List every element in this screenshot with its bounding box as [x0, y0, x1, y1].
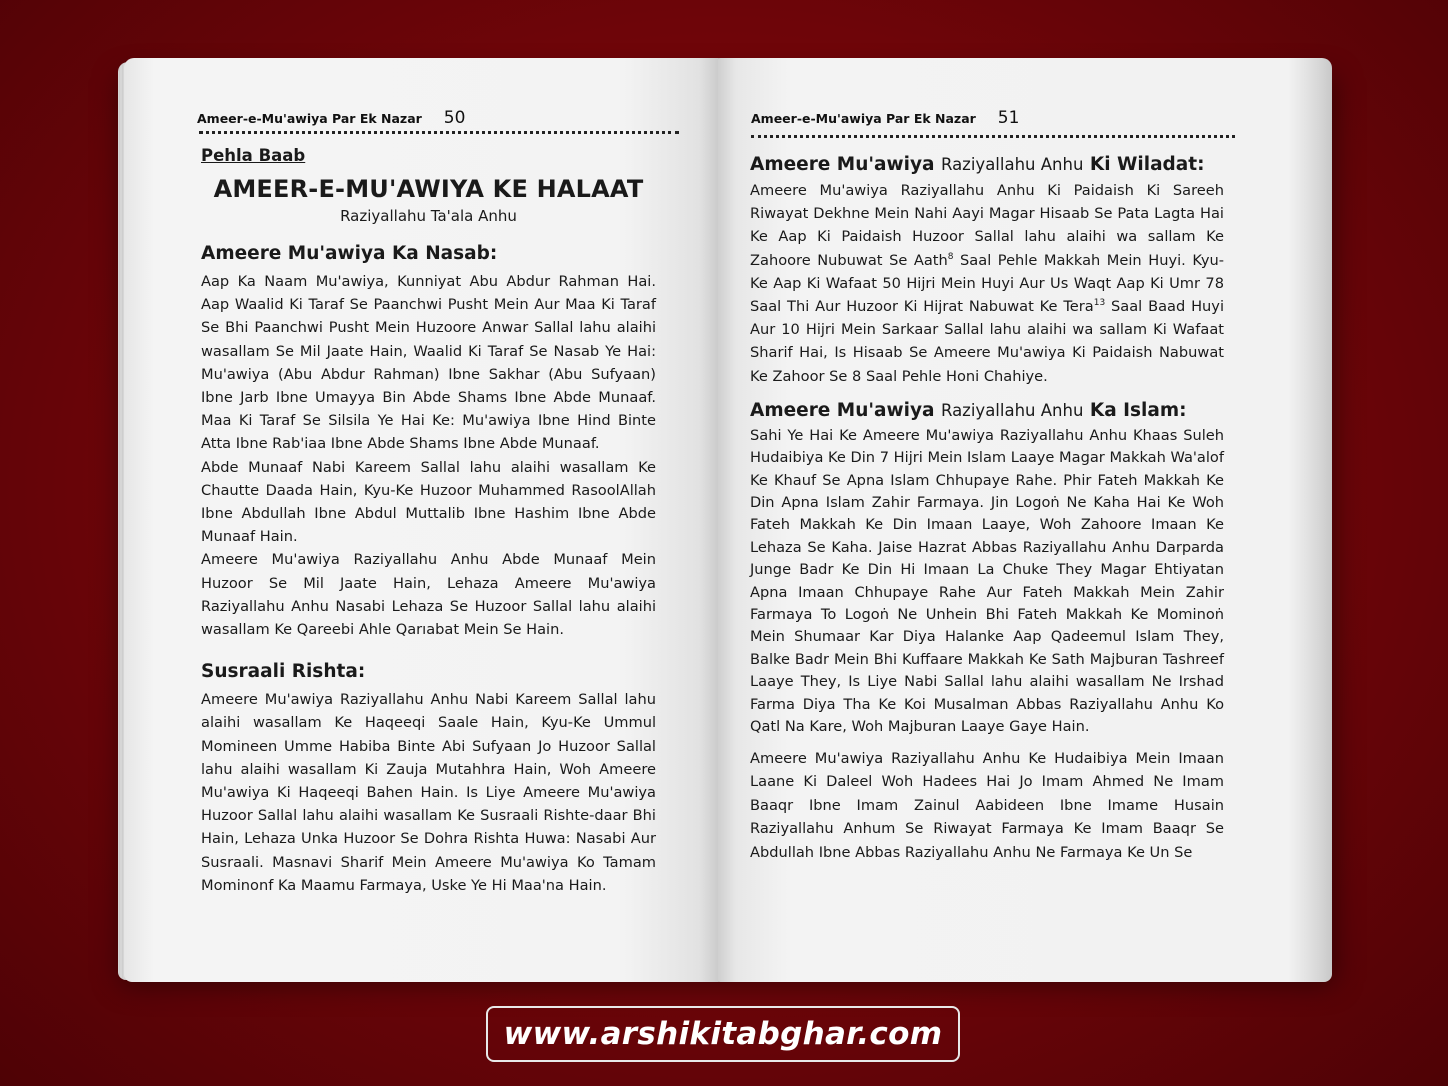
- heading-islam-part-a: Ameere Mu'awiya: [750, 399, 935, 421]
- heading-wiladat-part-c: Ki Wiladat:: [1089, 154, 1205, 175]
- heading-wiladat-part-a: Ameere Mu'awiya: [750, 154, 935, 175]
- right-page-number: 51: [997, 108, 1020, 128]
- left-running-header: [197, 108, 465, 128]
- section-heading-islam: [750, 400, 1224, 421]
- left-running-title: Ameer-e-Mu'awiya Par Ek Nazar: [197, 111, 422, 126]
- footnote-8: 8: [947, 251, 954, 262]
- left-page-number: 50: [443, 108, 466, 128]
- paragraph-islam-1: Sahi Ye Hai Ke Ameere Mu'awiya Raziyallahu Anhu Khaas Suleh Hudaibiya Ke Din 7 Hijri Mein Islam Laaye Magar Makkah Wa'alof Ke Khauf Se Apna Islam Chhupaye Rahe. Phir Fateh Makkah Ke Din Apna Islam Zahir Farmaya. Jin Logoṅ Ne Kaha Hai Ke Woh Fateh Makkah Ke Din Imaan Laaye, Woh Zahoore Imaan Ke Lehaza Se Kaha. Jaise Hazrat Abbas Raziyallahu Anhu Darparda Junge Badr Ke Din Hi Imaan La Chuke They Magar Ehtiyatan Apna Imaan Chhupaye Rahe Aur Fateh Makkah Mein Zahir Farmaya To Logoṅ Ne Unhein Bhi Fateh Makkah Ke Mominoṅ Mein Shumaar Kar Diya Halanke Aap Qadeemul Islam They, Balke Badr Mein Bhi Kuffaare Makkah Ke Sath Majburan Tashreef Laaye They, Is Liye Nabi Sallal lahu alaihi wasallam Ne Irshad Farma Diya Tha Ke Koi Musalman Abbas Raziyallahu Anhu Ko Qatl Na Kare, Woh Majburan Laaye Gaye Hain.: [750, 426, 1224, 736]
- paragraph-susraali: Ameere Mu'awiya Raziyallahu Anhu Nabi Kareem Sallal lahu alaihi wasallam Ke Haqeeqi Saale Hain, Kyu-Ke Ummul Momineen Umme Habiba Binte Abi Sufyaan Jo Huzoor Sallal lahu alaihi wasallam Ki Zauja Mutahhra Hain, Woh Ameere Mu'awiya Ki Haqeeqi Bahen Hain. Is Liye Ameere Mu'awiya Huzoor Sallal lahu alaihi wasallam Ke Susraali Rishte-daar Bhi Hain, Lehaza Unka Huzoor Se Dohra Rishta Huwa: Nasabi Aur Susraali. Masnavi Sharif Mein Ameere Mu'awiya Ko Tamam Mominonf Ka Maamu Farmaya, Uske Ye Hi Maa'na Hain.: [201, 691, 656, 894]
- section-heading-nasab: Ameere Mu'awiya Ka Nasab:: [201, 243, 498, 264]
- chapter-subtitle: Raziyallahu Ta'ala Anhu: [340, 207, 517, 225]
- website-banner[interactable]: [486, 1006, 960, 1062]
- heading-wiladat-part-b: Raziyallahu Anhu: [940, 155, 1084, 174]
- paragraph-wiladat-a: Ameere Mu'awiya Raziyallahu Anhu Ki Paidaish Ki Sareeh Riwayat Dekhne Mein Nahi Aayi Magar Hisaab Se Pata Lagta Hai Ke Aap Ki Paidaish Huzoor Sallal lahu alaihi wa sallam Ke Zahoore Nubuwat Se Aath: [750, 182, 1224, 269]
- footnote-13: 13: [1093, 298, 1106, 309]
- paragraph-nasab-1: Aap Ka Naam Mu'awiya, Kunniyat Abu Abdur Rahman Hai. Aap Waalid Ki Taraf Se Paanchwi Pusht Mein Aur Maa Ki Taraf Se Bhi Paanchwi Pusht Mein Huzoore Anwar Sallal lahu alaihi wasallam Se Mil Jaate Hain, Waalid Ki Taraf Se Nasab Ye Hai: Mu'awiya (Abu Abdur Rahman) Ibne Sakhar (Abu Sufyaan) Ibne Jarb Ibne Umayya Bin Abde Shams Ibne Abde Munaaf. Maa Ki Taraf Se Silsila Ye Hai Ke: Mu'awiya Ibne Hind Binte Atta Ibne Rab'iaa Ibne Abde Shams Ibne Abde Munaaf.: [201, 273, 656, 453]
- website-url[interactable]: www.arshikitabghar.com: [503, 1016, 943, 1052]
- right-running-title: Ameer-e-Mu'awiya Par Ek Nazar: [751, 111, 976, 126]
- left-column: [201, 146, 656, 897]
- paragraph-wiladat-b: Saal Pehle Makkah Mein Huyi. Kyu-Ke Aap Ki Wafaat 50 Hijri Mein Huyi Aur Us Waqt Aap Ki Umr 78 Saal Thi Aur Huzoor Ki Hijrat Nabuwat Ke Tera: [750, 251, 1224, 316]
- chapter-tag: Pehla Baab: [201, 146, 306, 165]
- paragraph-wiladat: [750, 179, 1224, 388]
- paragraph-nasab-3: Ameere Mu'awiya Raziyallahu Anhu Abde Munaaf Mein Huzoor Se Mil Jaate Hain, Lehaza Ameere Mu'awiya Raziyallahu Anhu Nasabi Lehaza Se Huzoor Sallal lahu alaihi wasallam Ke Qareebi Ahle Qarıabat Mein Se Hain.: [201, 551, 656, 639]
- paragraph-wiladat-c: Saal Baad Huyi Aur 10 Hijri Mein Sarkaar Sallal lahu alaihi wa sallam Ki Wafaat Sharif Hai, Is Hisaab Se Ameere Mu'awiya Ki Paidaish Nabuwat Ke Zahoor Se 8 Saal Pehle Honi Chahiye.: [750, 298, 1224, 385]
- paragraph-nasab-2: Abde Munaaf Nabi Kareem Sallal lahu alaihi wasallam Ke Chautte Daada Hain, Kyu-Ke Huzoor Muhammed RasoolAllah Ibne Abdullah Ibne Abdul Muttalib Ibne Hashim Ibne Abde Munaaf Hain.: [201, 458, 656, 546]
- heading-islam-part-c: Ka Islam:: [1089, 399, 1187, 421]
- heading-islam-part-b: Raziyallahu Anhu: [940, 400, 1084, 420]
- paragraph-islam-2: Ameere Mu'awiya Raziyallahu Anhu Ke Hudaibiya Mein Imaan Laane Ki Daleel Woh Hadees Hai Jo Imam Ahmed Ne Imam Baaqr Ibne Imam Zainul Aabideen Ibne Imame Husain Raziyallahu Anhum Se Riwayat Farmaya Ke Imam Baaqr Se Abdullah Ibne Abbas Raziyallahu Anhu Ne Farmaya Ke Un Se: [750, 749, 1224, 861]
- right-dotted-rule: [751, 135, 1235, 138]
- left-page: [124, 58, 720, 982]
- section-heading-susraali: Susraali Rishta:: [201, 661, 366, 683]
- right-page: [718, 58, 1332, 982]
- left-dotted-rule: [199, 131, 679, 134]
- section-heading-wiladat: [750, 154, 1224, 175]
- chapter-title: AMEER-E-MU'AWIYA KE HALAAT: [213, 175, 644, 203]
- right-column: [750, 154, 1224, 864]
- right-running-header: [751, 108, 1019, 128]
